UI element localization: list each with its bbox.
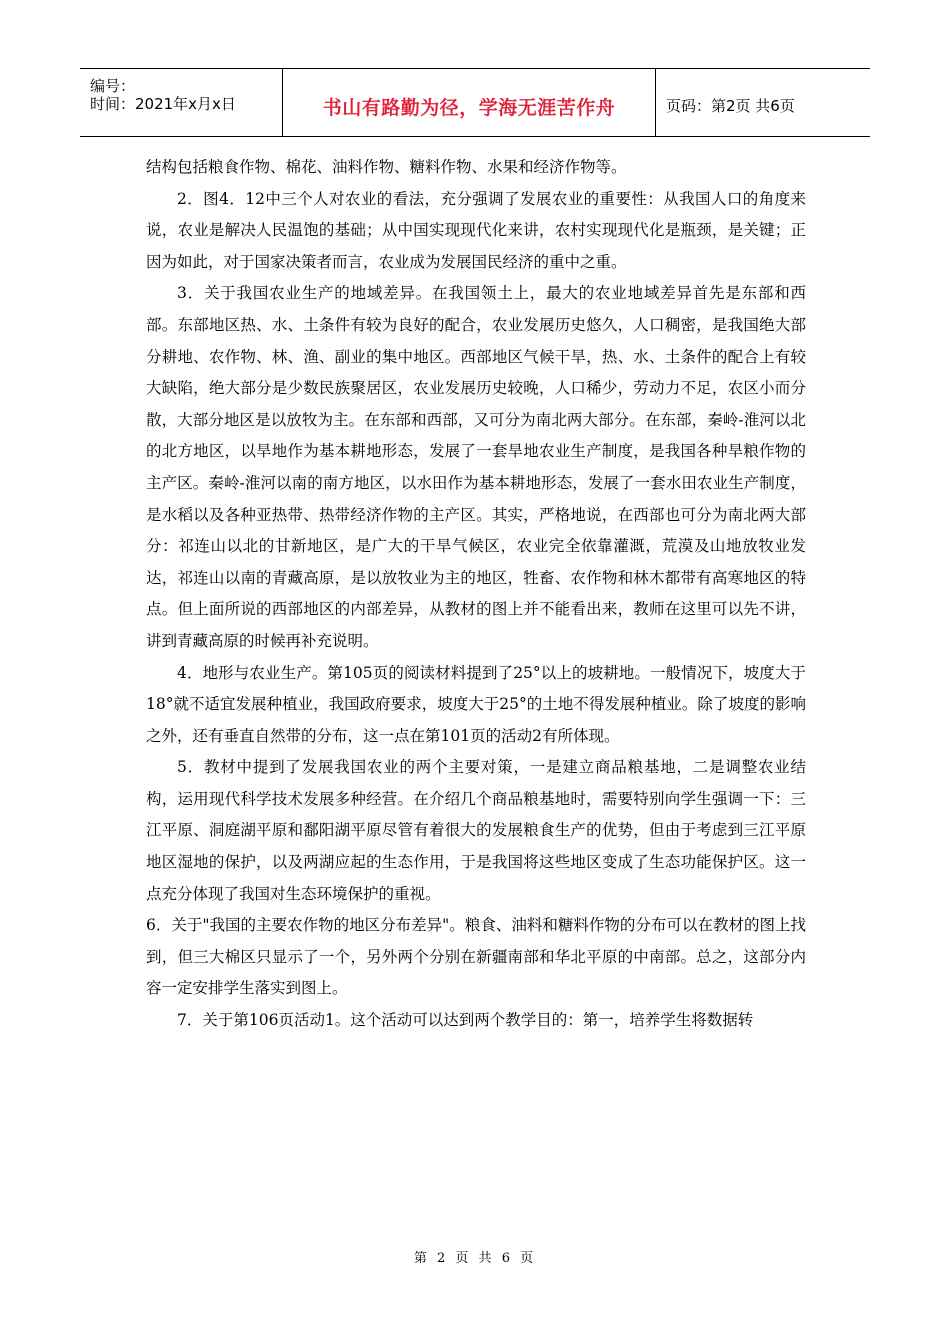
header-page-cell xyxy=(656,69,870,136)
paragraph: 3．关于我国农业生产的地域差异。在我国领土上，最大的农业地域差异首先是东部和西部。东部地区热、水、土条件有较为良好的配合，农业发展历史悠久，人口稠密，是我国绝大部分耕地、农作物、林、渔、副业的集中地区。西部地区气候干旱，热、水、土条件的配合上有较大缺陷，绝大部分是少数民族聚居区，农业发展历史较晚，人口稀少，劳动力不足，农区小而分散，大部分地区是以放牧为主。在东部和西部，又可分为南北两大部分。在东部，秦岭-淮河以北的北方地区，以旱地作为基本耕地形态，发展了一套旱地农业生产制度，是我国各种旱粮作物的主产区。秦岭-淮河以南的南方地区，以水田作为基本耕地形态，发展了一套水田农业生产制度，是水稻以及各种亚热带、热带经济作物的主产区。其实，严格地说，在西部也可分为南北两大部分：祁连山以北的甘新地区，是广大的干旱气候区，农业完全依靠灌溉，荒漠及山地放牧业发达，祁连山以南的青藏高原，是以放牧业为主的地区，牲畜、农作物和林木都带有高寒地区的特点。但上面所说的西部地区的内部差异，从教材的图上并不能看出来，教师在这里可以先不讲，讲到青藏高原的时候再补充说明。 xyxy=(146,284,806,650)
page-footer: 第 2 页 共 6 页 xyxy=(413,1251,537,1266)
paragraph: 6．关于"我国的主要农作物的地区分布差异"。粮食、油料和糖料作物的分布可以在教材的图上找到，但三大棉区只显示了一个，另外两个分别在新疆南部和华北平原的中南部。总之，这部分内容一定安排学生落实到图上。 xyxy=(146,916,806,998)
header-info-cell xyxy=(80,69,283,136)
document-header xyxy=(80,68,870,137)
header-motto-cell xyxy=(283,69,656,136)
code-label: 编号： xyxy=(90,77,136,95)
page-code: 页码：第2页 共6页 xyxy=(666,97,795,115)
paragraph: 7．关于第106页活动1。这个活动可以达到两个教学目的：第一，培养学生将数据转 xyxy=(177,1011,754,1030)
paragraph: 2．图4．12中三个人对农业的看法，充分强调了发展农业的重要性：从我国人口的角度来说，农业是解决人民温饱的基础；从中国实现现代化来讲，农村实现现代化是瓶颈，是关键；正因为如此，对于国家决策者而言，农业成为发展国民经济的重中之重。 xyxy=(146,189,806,271)
motto: 书山有路勤为径，学海无涯苦作舟 xyxy=(322,97,616,119)
document-body xyxy=(146,152,806,1037)
time-label: 时间：2021年x月x日 xyxy=(90,95,236,113)
paragraph: 结构包括粮食作物、棉花、油料作物、糖料作物、水果和经济作物等。 xyxy=(146,158,627,176)
paragraph: 5．教材中提到了发展我国农业的两个主要对策，一是建立商品粮基地，二是调整农业结构，运用现代科学技术发展多种经营。在介绍几个商品粮基地时，需要特别向学生强调一下：三江平原、洞庭湖平原和鄱阳湖平原尽管有着很大的发展粮食生产的优势，但由于考虑到三江平原地区湿地的保护，以及两湖应起的生态作用，于是我国将这些地区变成了生态功能保护区。这一点充分体现了我国对生态环境保护的重视。 xyxy=(146,758,806,903)
paragraph: 4．地形与农业生产。第105页的阅读材料提到了25°以上的坡耕地。一般情况下，坡度大于18°就不适宜发展种植业，我国政府要求，坡度大于25°的土地不得发展种植业。除了坡度的影响之外，还有垂直自然带的分布，这一点在第101页的活动2有所体现。 xyxy=(146,663,806,745)
